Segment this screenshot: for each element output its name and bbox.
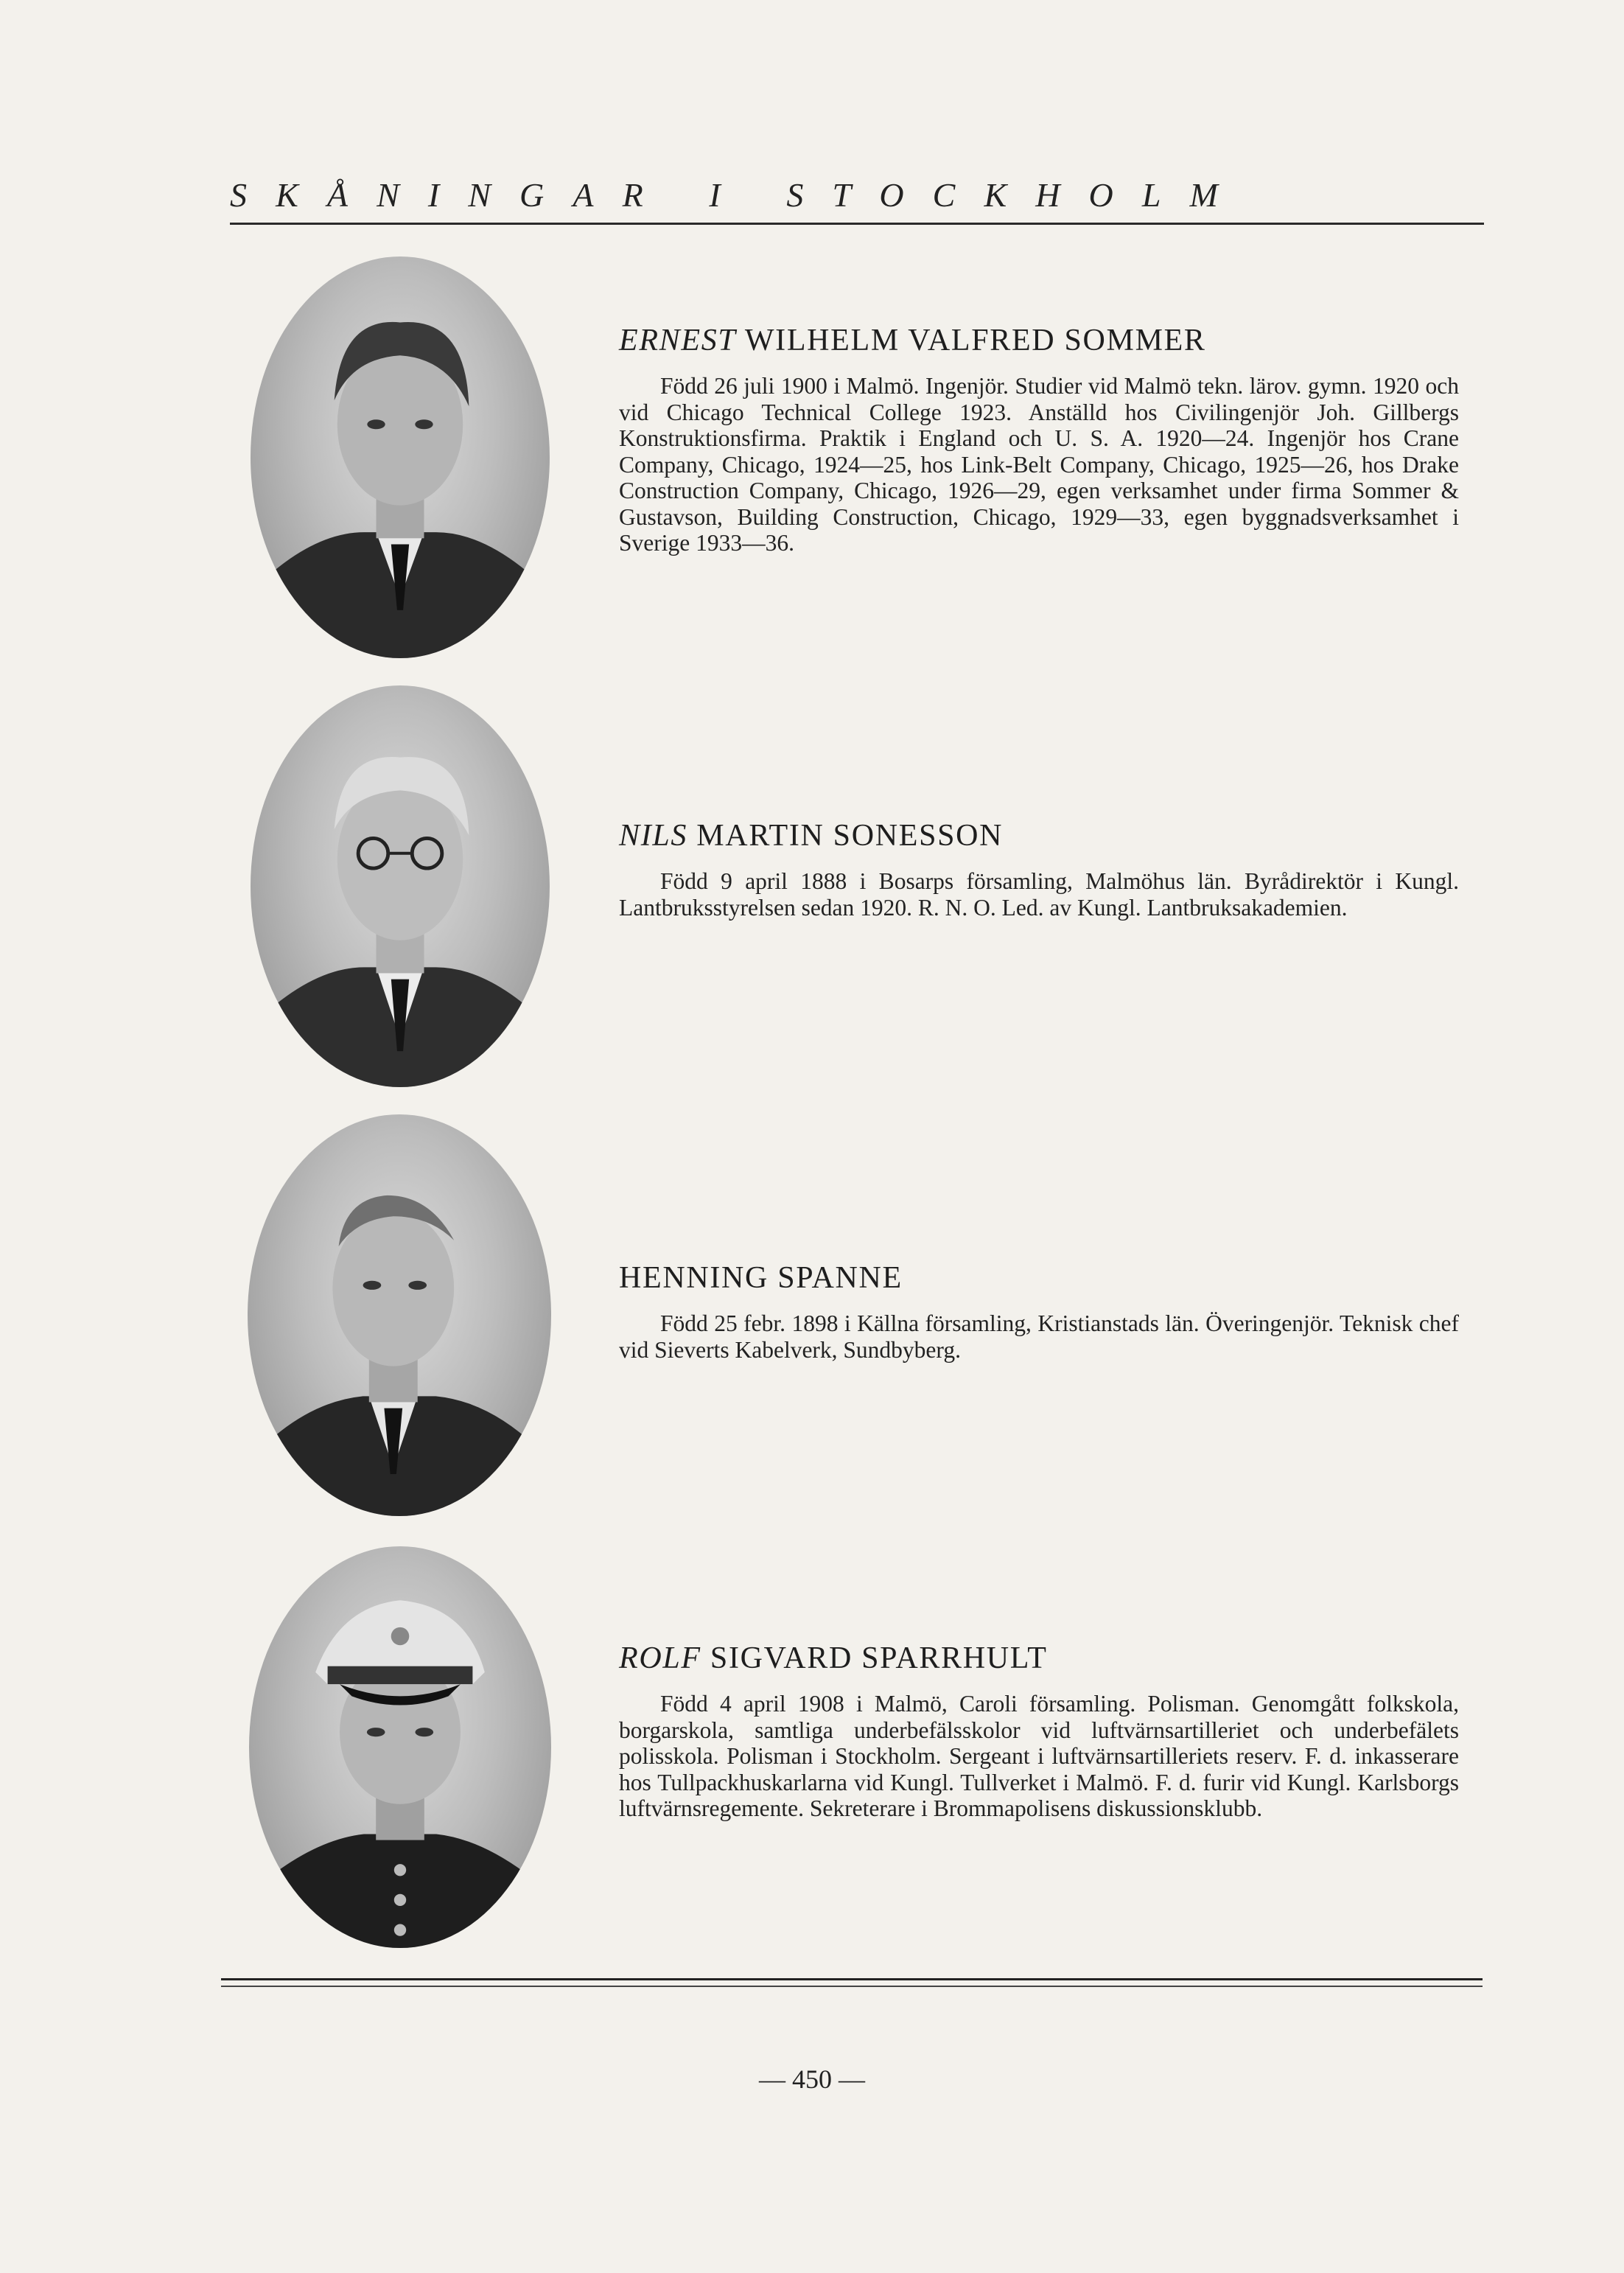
given-name: ROLF <box>619 1641 701 1675</box>
biography-text: Född 4 april 1908 i Malmö, Caroli församling. Polisman. Genomgått folkskola, borgarskola, samtliga underbefälsskolor vid luftvärnsartilleriet och underbefälets polisskola. Polisman i Stockholm. Sergeant i luftvärnsartilleriets reserv. F. d. inkasserare hos Tullpackhuskarlarna vid Kungl. Tullverket i Malmö. F. d. furir vid Kungl. Karlsborgs luftvärnsregemente. Sekreterare i Brommapolisens diskussionsklubb. <box>619 1691 1459 1822</box>
footer-rule <box>221 1978 1483 1980</box>
given-name: NILS <box>619 819 688 853</box>
biography-text: Född 26 juli 1900 i Malmö. Ingenjör. Studier vid Malmö tekn. lärov. gymn. 1920 och vid Chicago Technical College 1923. Anställd hos Civilingenjör Joh. Gillbergs Konstruktionsfirma. Praktik i England och U. S. A. 1920—24. Ingenjör hos Crane Company, Chicago, 1924—25, hos Link-Belt Company, Chicago, 1925—26, hos Drake Construction Company, Chicago, 1926—29, egen verksamhet under firma Sommer & Gustavson, Building Construction, Chicago, 1929—33, egen byggnadsverksamhet i Sverige 1933—36. <box>619 373 1459 556</box>
biography-text-block <box>619 1260 1459 1363</box>
other-names: MARTIN SONESSON <box>696 819 1004 853</box>
person-name <box>619 323 1459 358</box>
biography-text-block <box>619 818 1459 921</box>
other-names: HENNING SPANNE <box>619 1261 903 1295</box>
footer-rule-thin <box>221 1986 1483 1987</box>
person-name <box>619 818 1459 853</box>
portrait-photo <box>251 256 550 658</box>
other-names: SIGVARD SPARRHULT <box>710 1641 1048 1675</box>
biography-text-block <box>619 323 1459 556</box>
other-names: WILHELM VALFRED SOMMER <box>744 324 1206 357</box>
running-head: SKÅNINGAR I STOCKHOLM <box>230 176 1247 214</box>
biography-text-block <box>619 1641 1459 1822</box>
biography-text: Född 25 febr. 1898 i Källna församling, Kristianstads län. Överingenjör. Teknisk chef vid Sieverts Kabelverk, Sundbyberg. <box>619 1310 1459 1363</box>
header-rule <box>230 223 1484 225</box>
biography-text: Född 9 april 1888 i Bosarps församling, Malmöhus län. Byrådirektör i Kungl. Lantbruksstyrelsen sedan 1920. R. N. O. Led. av Kungl. Lantbruksakademien. <box>619 868 1459 921</box>
portrait-figure <box>248 1114 551 1516</box>
given-name: ERNEST <box>619 324 737 357</box>
portrait-photo <box>248 1114 551 1516</box>
portrait-figure <box>251 685 550 1087</box>
portrait-photo <box>251 685 550 1087</box>
page-number: — 450 — <box>759 2064 865 2094</box>
portrait-figure <box>251 256 550 658</box>
person-name <box>619 1641 1459 1676</box>
portrait-figure <box>249 1546 551 1948</box>
person-name <box>619 1260 1459 1296</box>
portrait-photo <box>249 1546 551 1948</box>
